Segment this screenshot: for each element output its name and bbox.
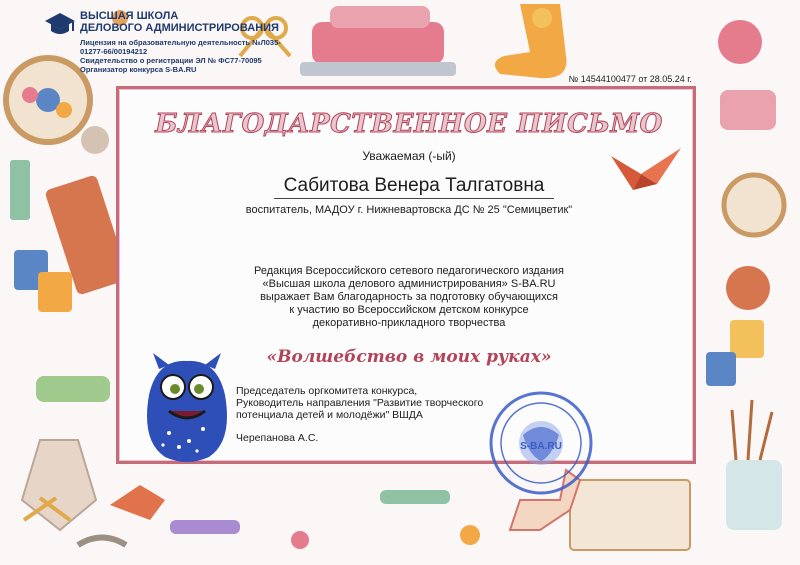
embroidery-floss-icon [380,490,450,504]
signature-line: Председатель оргкомитета конкурса, [236,385,418,397]
letter-title: БЛАГОДАРСТВЕННОЕ ПИСЬМО [155,109,663,139]
organization-name-line2: ДЕЛОВОГО АДМИНИСТРИРОВАНИЯ [80,22,279,34]
paper-crane-icon [110,485,165,520]
signature-line: Руководитель направления "Развитие творческого [236,397,484,409]
teacup-icon [720,90,776,130]
candle-icon [78,538,126,546]
organization-name [80,10,300,34]
document-number: № 14544100477 от 28.05.24 г. [568,74,692,84]
paint-jar-icon [706,352,736,386]
body-line: Редакция Всероссийского сетевого педагогического издания [254,265,564,277]
sewing-machine-icon [300,6,456,76]
pincushion-icon [81,126,109,154]
yarn-ball-icon [718,20,762,64]
body-line: к участию во Всероссийском детском конкурсе [289,304,529,316]
graduation-cap-icon [44,10,76,40]
glue-gun-icon [36,376,110,402]
organization-details [80,38,300,74]
letter-frame [116,86,696,464]
paint-jar-icon [38,272,72,312]
embroidery-hoop-icon [724,175,784,235]
paint-jar-icon [730,320,764,358]
official-stamp-icon [487,389,595,497]
knitted-sock-icon [495,4,567,78]
salutation: Уважаемая (-ый) [362,149,456,163]
mascot-monster-icon [139,349,235,465]
certificate-text: Свидетельство о регистрации ЭЛ № ФС77-70095 [80,56,262,65]
organization-name-line1: ВЫСШАЯ ШКОЛА [80,10,179,22]
embroidery-floss-icon [170,520,240,534]
signer-name: Черепанова А.С. [236,432,319,444]
recipient-position: воспитатель, МАДОУ г. Нижневартовска ДС № 25 "Семицветик" [245,204,573,216]
brushes-icon [732,400,772,460]
license-text: Лицензия на образовательную деятельность №Л035-01277-66/00194212 [80,38,281,56]
recipient-name: Сабитова Венера Талгатовна [274,175,554,199]
body-line: «Высшая школа делового администрирования» S-BA.RU [262,278,556,290]
button-icon [532,8,552,28]
pincushion-icon [726,266,770,310]
body-line: выражает Вам благодарность за подготовку обучающихся [260,291,558,303]
organizer-text: Организатор конкурса S-BA.RU [80,65,197,74]
body-line: декоративно-прикладного творчества [312,317,506,329]
spool-icon [10,160,30,220]
embroidery-hoop-icon [6,58,90,142]
brush-jar-icon [726,460,782,530]
button-icon [460,525,480,545]
button-icon [291,531,309,549]
contest-name: «Волшебство в моих руках» [266,347,552,367]
signature-line: потенциала детей и молодёжи" ВШДА [236,409,423,421]
paper-lantern-icon [22,440,96,530]
stamp-text: S-BA.RU [520,441,562,452]
letter-body [199,265,619,330]
